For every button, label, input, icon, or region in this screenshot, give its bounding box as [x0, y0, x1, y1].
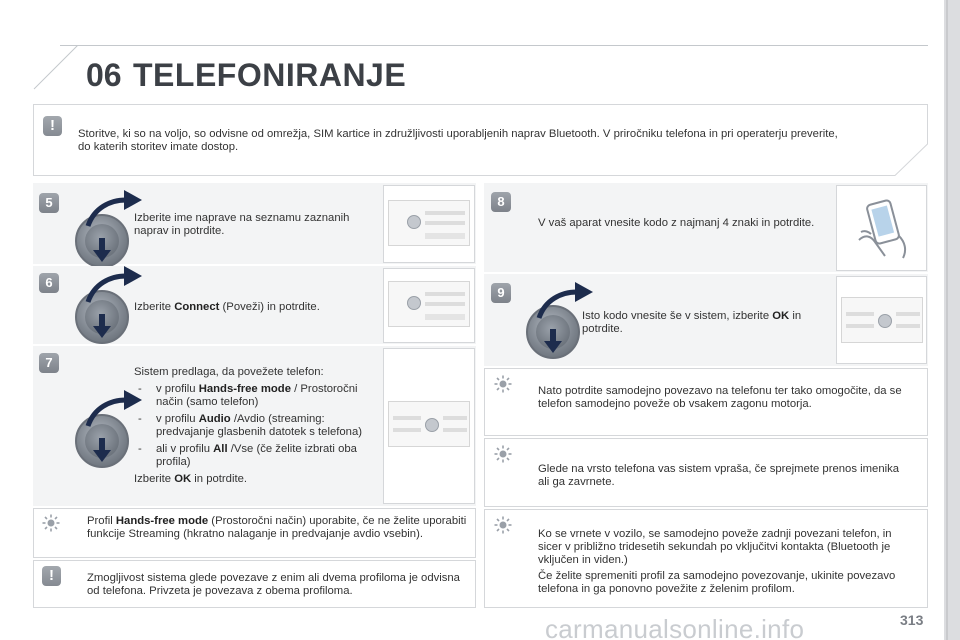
- step-7-content: [134, 366, 374, 486]
- profile-options-list: [134, 383, 374, 469]
- step-7-intro: Sistem predlaga, da povežete telefon:: [134, 366, 324, 378]
- reconnect-tip-text-2: Če želite spremeniti profil za samodejno povezovanje, ukinite povezavo telefona in ga ponovno povežite z želenim profilom.: [538, 570, 896, 595]
- radio-panel-image: [841, 297, 923, 343]
- tip-sun-icon: [494, 516, 512, 534]
- step-8-text: V vaš aparat vnesite kodo z najmanj 4 znaki in potrdite.: [538, 217, 815, 229]
- reconnect-tip-text-1: Ko se vrnete v vozilo, se samodejno poveže zadnji povezani telefon, in sicer v približno tridesetih sekundah po vklјučitvi kontakta (Bluetooth je vključen in viden.): [538, 528, 892, 566]
- push-arrow-icon: [91, 236, 113, 264]
- phone-in-hand-icon: [851, 196, 915, 262]
- step-7-illustration: [383, 348, 475, 504]
- compat-warning-text: Zmogljivost sistema glede povezave z enim ali dvema profiloma je odvisna od telefona. Privzeta je povezava z obema profiloma.: [87, 572, 460, 597]
- watermark: carmanualsonline.info: [545, 614, 805, 640]
- step-9-text: Isto kodo vnesite še v sistem, izberite OK in potrdite.: [582, 310, 802, 335]
- page-edge-line: [946, 0, 948, 640]
- step-number-badge: 6: [39, 273, 59, 293]
- step-5-illustration: [383, 185, 475, 263]
- push-arrow-icon: [91, 312, 113, 340]
- step-number-badge: 7: [39, 353, 59, 373]
- chapter-number: 06: [86, 57, 122, 93]
- phonebook-tip-text: Glede na vrsto telefona vas sistem vpraša, če sprejmete prenos imenika ali ga zavrnete.: [538, 463, 900, 488]
- step-6-illustration: [383, 268, 475, 343]
- option-hands-free: - v profilu Hands-free mode / Prostoročni način (samo telefon): [134, 383, 374, 409]
- push-arrow-icon: [91, 436, 113, 464]
- auto-connect-tip-text: Nato potrdite samodejno povezavo na telefonu ter tako omogočite, da se telefon samodejno poveže ob vsakem zagonu motorja.: [538, 385, 902, 410]
- radio-panel-image: [388, 200, 470, 246]
- tip-sun-icon: [42, 514, 60, 532]
- step-number-badge: 8: [491, 192, 511, 212]
- push-arrow-icon: [542, 327, 564, 355]
- exclamation-icon: !: [42, 566, 61, 586]
- chapter-title: TELEFONIRANJE: [133, 57, 407, 93]
- radio-panel-image: [388, 401, 470, 447]
- option-all: - ali v profilu All /Vse (če želite izbrati oba profila): [134, 443, 374, 469]
- step-5-text: Izberite ime naprave na seznamu zaznanih naprav in potrdite.: [134, 212, 350, 237]
- tip-sun-icon: [494, 375, 512, 393]
- option-audio: - v profilu Audio /Avdio (streaming: predvajanje glasbenih datotek s telefona): [134, 413, 374, 439]
- radio-panel-image: [388, 281, 470, 327]
- step-8-illustration: [836, 185, 927, 271]
- page-number: 313: [900, 612, 924, 628]
- notice-text: Storitve, ki so na voljo, so odvisne od omrežja, SIM kartice in združljivosti uporabljenih naprav Bluetooth. V priročniku telefona in pri operaterju preverite, do katerih storitev imate dostop.: [78, 128, 838, 153]
- tip-sun-icon: [494, 445, 512, 463]
- step-9-illustration: [836, 276, 927, 364]
- step-6-text: Izberite Connect (Poveži) in potrdite.: [134, 301, 320, 313]
- profile-tip-text: Profil Hands-free mode (Prostoročni način) uporabite, če ne želite uporabiti funkcije Streaming (hkratno nalaganje in predvajanje avdio vsebin).: [87, 515, 467, 540]
- header-diagonal: [18, 45, 78, 105]
- header-rule: [60, 45, 928, 46]
- step-7-confirm: Izberite OK in potrdite.: [134, 473, 248, 485]
- step-number-badge: 5: [39, 193, 59, 213]
- step-number-badge: 9: [491, 283, 511, 303]
- exclamation-icon: !: [43, 116, 62, 136]
